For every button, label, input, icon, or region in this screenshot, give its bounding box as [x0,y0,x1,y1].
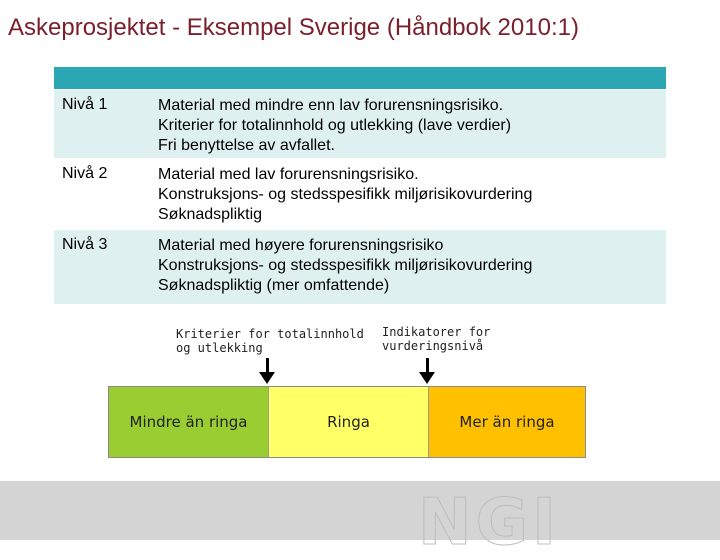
criteria-annotation [176,327,364,355]
level-label: Nivå 2 [62,165,108,182]
table-row [54,89,666,158]
risk-scale [108,386,586,458]
annotation-line: Indikatorer for [382,325,491,339]
ngi-logo: NGI [418,486,560,560]
table-header-bar [54,67,666,89]
description-line: Fri benyttelse av avfallet. [158,137,335,154]
description-line: Material med lav forurensningsrisiko. [158,166,419,183]
description-line: Kriterier for totalinnhold og utlekking (lave verdier) [158,117,512,134]
scale-segment-ringa: Ringa [269,387,429,457]
level-label: Nivå 3 [62,236,108,253]
scale-segment-mindre: Mindre än ringa [109,387,269,457]
level-description [158,236,532,296]
description-line: Material med mindre enn lav forurensningsrisiko. [158,97,504,114]
annotation-line: vurderingsnivå [382,339,484,353]
table-row [54,158,666,229]
annotation-line: og utlekking [176,341,263,355]
description-line: Søknadspliktig (mer omfattende) [158,277,390,294]
arrow-down-icon [259,372,275,384]
level-description [158,96,511,156]
page-title: Askeprosjektet - Eksempel Sverige (Håndbok 2010:1) [8,14,579,41]
description-line: Konstruksjons- og stedsspesifikk miljørisikovurdering [158,257,533,274]
annotation-line: Kriterier for totalinnhold [176,327,364,341]
description-line: Søknadspliktig [158,206,263,223]
description-line: Material med høyere forurensningsrisiko [158,237,444,254]
scale-segment-mer: Mer än ringa [429,387,585,457]
level-label: Nivå 1 [62,96,108,113]
indicator-annotation [382,325,490,353]
table-row [54,229,666,304]
description-line: Konstruksjons- og stedsspesifikk miljørisikovurdering [158,186,533,203]
footer-band [0,481,720,540]
level-description [158,165,532,225]
arrow-down-icon [419,372,435,384]
